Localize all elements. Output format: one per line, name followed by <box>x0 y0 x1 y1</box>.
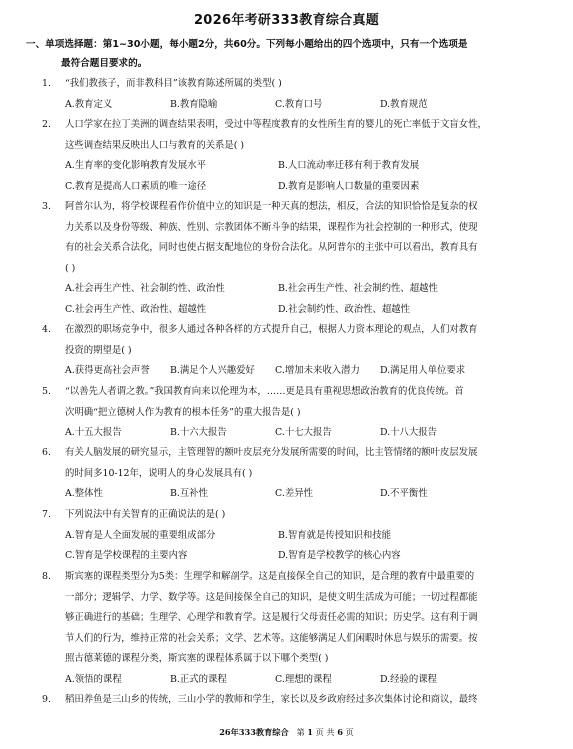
question-6 <box>42 443 552 505</box>
question-number: 3. <box>42 201 51 212</box>
option-b: B.教育隐喻 <box>170 98 218 110</box>
question-stem: 人口学家在拉丁美洲的调查结果表明，受过中等程度教育的女性所生育的婴儿的死亡率低于文盲女性， <box>65 119 487 130</box>
question-stem: 有关人脑发展的研究显示，主管理智的额叶皮层充分发展所需要的时间，比主管情绪的额叶皮层发展 <box>65 447 478 458</box>
question-options <box>65 361 552 382</box>
question-options <box>65 177 552 198</box>
question-stem: “我们教孩子，而非教科目”该教育陈述所属的类型( ) <box>65 78 282 89</box>
question-stem: ( ) <box>65 262 76 274</box>
question-options <box>65 484 552 505</box>
option-d: D.经验的课程 <box>380 673 438 685</box>
question-number: 7. <box>42 509 51 520</box>
option-a: A.社会再生产性、社会制约性、政治性 <box>65 283 225 294</box>
option-c: C.增加未来收入潜力 <box>275 365 360 376</box>
question-options <box>65 156 552 177</box>
footer-page-number: 1 <box>307 727 313 737</box>
question-stem: 斯宾塞的课程类型分为5类：生理学和解剖学。这是直接保全自己的知识，是合理的教育中最重要的 <box>65 571 475 582</box>
option-d: D.教育规范 <box>380 98 428 110</box>
option-c: C.理想的课程 <box>275 673 332 685</box>
footer-sep: 第 <box>296 727 305 737</box>
question-options <box>65 279 552 300</box>
option-c: C.差异性 <box>275 488 313 499</box>
question-2 <box>42 115 552 197</box>
question-1 <box>42 74 552 115</box>
page-footer <box>0 727 573 738</box>
option-d: D.不平衡性 <box>380 488 428 499</box>
question-stem: “以善先人者谓之教。”我国教育向来以伦理为本，……更是具有重视思想政治教育的优良传统。首 <box>65 386 464 397</box>
footer-suffix: 页 <box>345 727 354 737</box>
option-d: D.满足用人单位要求 <box>380 365 466 376</box>
option-c: C.十七大报告 <box>275 427 332 438</box>
option-a: A.教育定义 <box>65 98 113 110</box>
question-number: 2. <box>42 119 51 130</box>
option-b: B.满足个人兴趣爱好 <box>170 365 255 376</box>
question-number: 1. <box>42 78 51 89</box>
question-stem: 一部分；逻辑学、力学、数学等。这是间接保全自己的知识，是使文明生活成为可能；一切过程都能 <box>65 591 478 603</box>
question-4 <box>42 320 552 382</box>
footer-total-pages: 6 <box>337 727 343 737</box>
question-number: 4. <box>42 324 51 335</box>
question-stem: 照古德莱德的课程分类，斯宾塞的课程体系属于以下哪个类型( ) <box>65 653 329 664</box>
question-number: 6. <box>42 447 51 458</box>
option-c: C.教育是提高人口素质的唯一途径 <box>65 180 207 192</box>
question-stem: 阿普尔认为，将学校课程看作价值中立的知识是一种天真的想法，相反，合法的知识恰恰是复杂的权 <box>65 201 478 212</box>
option-a: A.获得更高社会声誉 <box>65 365 150 376</box>
question-stem: 这些调查结果反映出人口与教育的关系是( ) <box>65 139 245 151</box>
section-heading-line1: 一、单项选择题：第1~30小题，每小题2分，共60分。下列每小题给出的四个选项中，只有一个选项是 <box>26 39 468 50</box>
option-c: C.社会再生产性、政治性、超越性 <box>65 303 207 315</box>
option-a: A.领悟的课程 <box>65 673 122 685</box>
option-a: A.智育是人全面发展的重要组成部分 <box>65 529 216 541</box>
question-options <box>65 526 552 547</box>
page-title: 2026年考研333教育综合真题 <box>193 13 380 28</box>
question-number: 9. <box>42 694 51 705</box>
option-b: B.十六大报告 <box>170 427 227 438</box>
option-b: B.互补性 <box>170 488 208 499</box>
option-b: B.社会再生产性、社会制约性、超越性 <box>278 283 438 294</box>
question-stem: 投资的期望是( ) <box>65 344 132 356</box>
question-stem: 在激烈的职场竞争中，很多人通过各种各样的方式提升自己，根据人力资本理论的观点，人们对教育 <box>65 324 478 335</box>
question-5 <box>42 382 552 444</box>
question-stem: 有的社会关系合法化，同时也使占据支配地位的身份合法化。从阿普尔的主张中可以看出，教育具有 <box>65 242 478 253</box>
option-c: C.教育口号 <box>275 98 323 110</box>
option-a: A.生育率的变化影响教育发展水平 <box>65 160 207 171</box>
question-stem: 力关系以及身份等级、种族、性别、宗教团体不断斗争的结果，课程作为社会控制的一种形式，使现 <box>65 221 478 233</box>
question-options <box>65 670 552 691</box>
footer-mid: 页 <box>315 727 324 737</box>
option-d: D.社会制约性、政治性、超越性 <box>278 303 411 315</box>
option-d: D.教育是影响人口数量的重要因素 <box>278 180 420 192</box>
question-options <box>65 300 552 321</box>
footer-prefix: 26年333教育综合 <box>219 727 289 737</box>
option-a: A.十五大报告 <box>65 427 122 438</box>
question-3 <box>42 197 552 320</box>
question-7 <box>42 505 552 567</box>
question-number: 8. <box>42 571 51 582</box>
question-stem: 的时间多10-12年，说明人的身心发展具有( ) <box>65 467 253 479</box>
option-b: B.智育就是传授知识和技能 <box>278 529 391 541</box>
option-b: B.正式的课程 <box>170 673 227 685</box>
question-options <box>65 546 552 567</box>
option-a: A.整体性 <box>65 488 103 499</box>
question-stem: 够正确进行的基础；生理学、心理学和教育学。这是履行父母责任必需的知识；历史学。这有利于调 <box>65 612 478 623</box>
question-stem: 节人们的行为，维持正常的社会关系；文学、艺术等。这能够满足人们闲暇时休息与娱乐的需要。按 <box>65 632 478 644</box>
question-options <box>65 95 552 116</box>
question-stem: 稻田养鱼是三山乡的传统，三山小学的教师和学生，家长以及乡政府经过多次集体讨论和商议，最终 <box>65 694 478 705</box>
option-d: D.十八大报告 <box>380 427 438 438</box>
question-stem: 下列说法中有关智育的正确说法的是( ) <box>65 509 226 520</box>
section-heading <box>26 35 546 73</box>
option-d: D.智育是学校教学的核心内容 <box>278 550 401 561</box>
question-8 <box>42 567 552 690</box>
question-options <box>65 423 552 444</box>
question-stem: 次明确“把立德树人作为教育的根本任务”的重大报告是( ) <box>65 406 301 418</box>
section-heading-line2: 最符合题目要求的。 <box>61 58 148 69</box>
option-b: B.人口流动率迁移有利于教育发展 <box>278 160 420 171</box>
footer-sep2: 共 <box>326 727 335 737</box>
question-number: 5. <box>42 386 51 397</box>
question-9 <box>42 690 552 711</box>
option-c: C.智育是学校课程的主要内容 <box>65 550 188 561</box>
